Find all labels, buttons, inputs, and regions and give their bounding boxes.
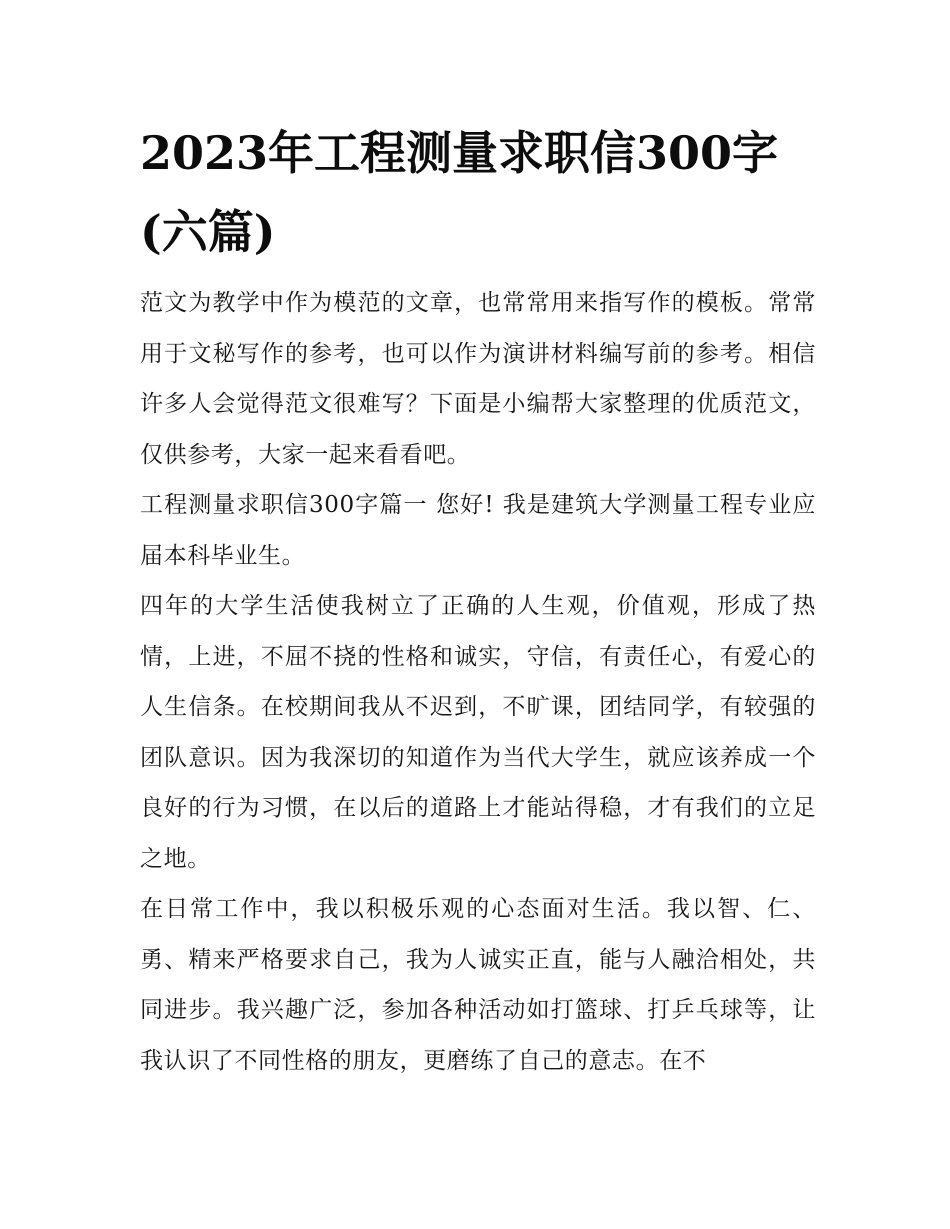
section-heading-paragraph: 工程测量求职信300字篇一 您好! 我是建筑大学测量工程专业应届本科毕业生。 xyxy=(140,492,816,569)
intro-paragraph: 范文为教学中作为模范的文章，也常常用来指写作的模板。常常用于文秘写作的参考，也可以作为演讲材料编写前的参考。相信许多人会觉得范文很难写？下面是小编帮大家整理的优质范文，仅供参考，大家一起来看看吧。 xyxy=(140,290,816,468)
body-paragraph: 四年的大学生活使我树立了正确的人生观，价值观，形成了热情，上进，不屈不挠的性格和诚实，守信，有责任心，有爱心的人生信条。在校期间我从不迟到，不旷课，团结同学，有较强的团队意识。因为我深切的知道作为当代大学生，就应该养成一个良好的行为习惯，在以后的道路上才能站得稳，才有我们的立足之地。 xyxy=(140,593,816,872)
document-body xyxy=(140,278,816,1086)
body-paragraph: 在日常工作中，我以积极乐观的心态面对生活。我以智、仁、勇、精来严格要求自己，我为人诚实正直，能与人融洽相处，共同进步。我兴趣广泛，参加各种活动如打篮球、打乒乓球等，让我认识了不同性格的朋友，更磨练了自己的意志。在不 xyxy=(140,896,816,1074)
document-title: 2023年工程测量求职信300字(六篇) xyxy=(140,126,779,259)
